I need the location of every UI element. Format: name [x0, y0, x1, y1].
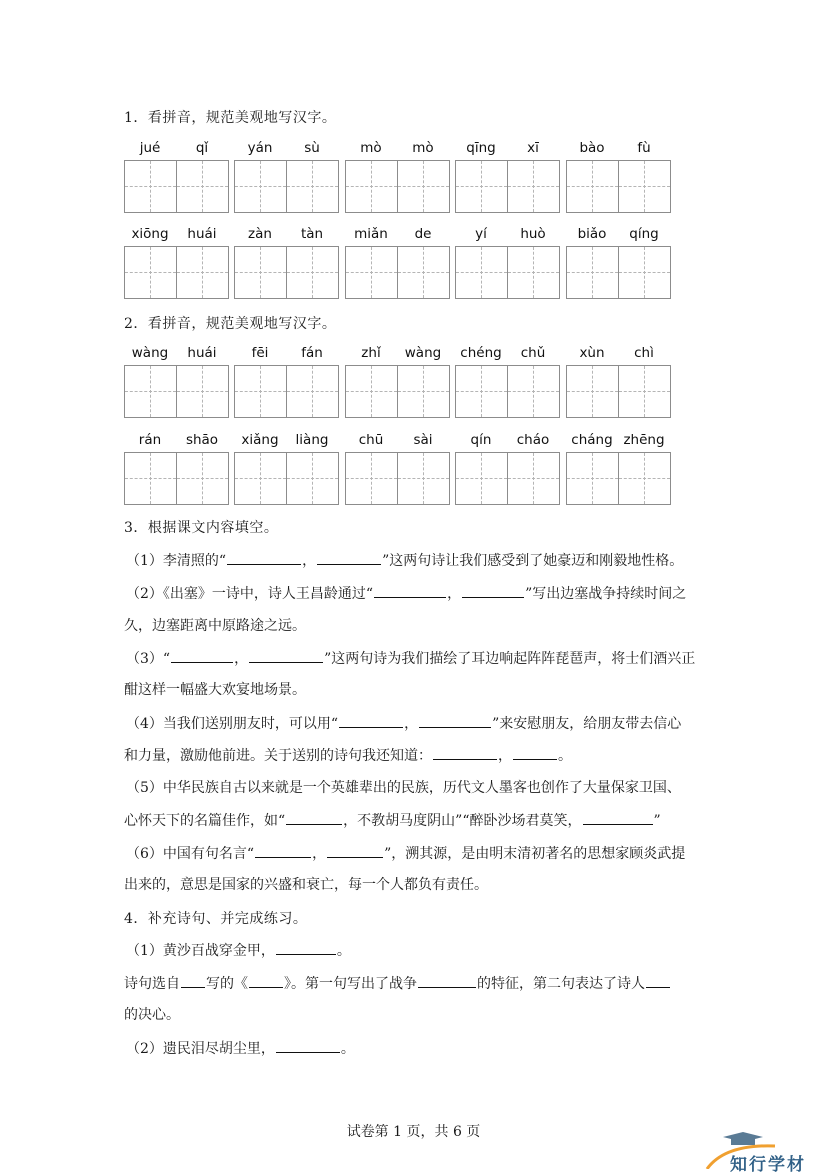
pinyin-label: liàng — [295, 432, 329, 448]
answer-blank[interactable] — [171, 648, 233, 663]
q4-item-1 — [126, 940, 351, 961]
text: 。 — [336, 943, 351, 959]
tianzige-writing-cell[interactable] — [618, 246, 671, 299]
tianzige-writing-cell[interactable] — [507, 246, 560, 299]
pinyin-label: chì — [634, 345, 654, 361]
q3-item-3 — [126, 648, 695, 669]
tianzige-writing-cell[interactable] — [618, 452, 671, 505]
character-box-pair — [124, 452, 228, 504]
watermark-text: 知行学材 — [730, 1155, 806, 1175]
q4-item-1-exercise — [124, 973, 671, 994]
tianzige-writing-cell[interactable] — [286, 452, 339, 505]
tianzige-writing-cell[interactable] — [176, 365, 229, 418]
text: 的特征，第二句表达了诗人 — [477, 976, 645, 992]
tianzige-writing-cell[interactable] — [455, 452, 508, 505]
character-box-pair — [345, 160, 449, 212]
character-box-pair — [455, 246, 559, 298]
tianzige-writing-cell[interactable] — [618, 160, 671, 213]
text: 》。第一句写出了战争 — [284, 976, 417, 992]
pinyin-label: xiōng — [131, 226, 169, 242]
answer-blank[interactable] — [418, 973, 476, 988]
q3-item-2 — [126, 583, 686, 604]
character-box-pair — [345, 452, 449, 504]
tianzige-writing-cell[interactable] — [397, 246, 450, 299]
pinyin-label: qīng — [466, 140, 496, 156]
character-box-pair — [455, 365, 559, 417]
character-box-pair — [124, 160, 228, 212]
tianzige-writing-cell[interactable] — [566, 246, 619, 299]
page-number: 试卷第 1 页，共 6 页 — [346, 1124, 481, 1140]
text: （1）李清照的“ — [126, 553, 227, 569]
text: 写的《 — [206, 976, 248, 992]
character-box-pair — [234, 160, 338, 212]
text: ”，溯其源，是由明末清初著名的思想家顾炎武提 — [384, 846, 686, 862]
tianzige-writing-cell[interactable] — [124, 160, 177, 213]
text: ， — [447, 586, 462, 602]
answer-blank[interactable] — [286, 810, 342, 825]
text: （2）《出塞》一诗中，诗人王昌龄通过“ — [126, 586, 374, 602]
q3-item-3-cont: 酣这样一幅盛大欢宴地场景。 — [124, 682, 306, 698]
pinyin-label: chéng — [460, 345, 502, 361]
answer-blank[interactable] — [513, 745, 557, 760]
answer-blank[interactable] — [433, 745, 497, 760]
pinyin-label: de — [414, 226, 432, 242]
question-2-title: 2．看拼音，规范美观地写汉字。 — [124, 316, 337, 332]
tianzige-writing-cell[interactable] — [455, 246, 508, 299]
pinyin-label: shāo — [185, 432, 219, 448]
question-4-title: 4．补充诗句、并完成练习。 — [124, 911, 308, 927]
pinyin-label: chǔ — [520, 345, 546, 361]
tianzige-writing-cell[interactable] — [397, 160, 450, 213]
pinyin-grid-row — [124, 140, 684, 212]
text: ”这两句诗为我们描绘了耳边响起阵阵琵琶声，将士们酒兴正 — [324, 651, 696, 667]
text: ， — [498, 748, 512, 764]
q3-item-5-cont — [124, 810, 661, 831]
pinyin-label: qín — [470, 432, 492, 448]
answer-blank[interactable] — [583, 810, 653, 825]
answer-blank[interactable] — [249, 648, 323, 663]
q4-item-1-exercise-cont: 的决心。 — [124, 1007, 180, 1023]
pinyin-label: sù — [304, 140, 320, 156]
text: ， — [234, 651, 249, 667]
text: 。 — [558, 748, 572, 764]
text: 心怀天下的名篇佳作，如“ — [124, 813, 286, 829]
text: （2）遗民泪尽胡尘里， — [126, 1041, 275, 1057]
pinyin-label: zàn — [248, 226, 272, 242]
question-3-title: 3．根据课文内容填空。 — [124, 520, 279, 536]
pinyin-label: jué — [139, 140, 161, 156]
text: 和力量，激励他前进。关于送别的诗句我还知道： — [124, 748, 432, 764]
text: ” — [653, 813, 661, 829]
answer-blank[interactable] — [462, 583, 524, 598]
answer-blank[interactable] — [249, 973, 283, 988]
pinyin-label: tàn — [300, 226, 324, 242]
character-box-pair — [455, 452, 559, 504]
answer-blank[interactable] — [276, 1038, 340, 1053]
pinyin-label: fán — [301, 345, 323, 361]
tianzige-writing-cell[interactable] — [234, 452, 287, 505]
pinyin-label: yí — [475, 226, 487, 242]
pinyin-label: fēi — [251, 345, 269, 361]
q3-item-6-cont: 出来的，意思是国家的兴盛和衰亡，每一个人都负有责任。 — [124, 877, 488, 893]
tianzige-writing-cell[interactable] — [176, 246, 229, 299]
pinyin-label: mò — [360, 140, 382, 156]
tianzige-writing-cell[interactable] — [124, 246, 177, 299]
text: ， — [404, 716, 419, 732]
character-box-pair — [566, 452, 670, 504]
tianzige-writing-cell[interactable] — [507, 160, 560, 213]
pinyin-label: huái — [187, 226, 217, 242]
pinyin-label: zhǐ — [361, 345, 381, 361]
pinyin-label: wàng — [404, 345, 442, 361]
character-box-pair — [124, 365, 228, 417]
answer-blank[interactable] — [255, 843, 311, 858]
tianzige-writing-cell[interactable] — [566, 365, 619, 418]
character-box-pair — [345, 365, 449, 417]
character-box-pair — [566, 365, 670, 417]
q3-item-6 — [126, 843, 685, 864]
q3-item-4-cont — [124, 745, 572, 766]
pinyin-grid-row — [124, 226, 684, 298]
pinyin-label: rán — [138, 432, 162, 448]
tianzige-writing-cell[interactable] — [397, 452, 450, 505]
q3-item-4 — [126, 713, 681, 734]
tianzige-writing-cell[interactable] — [176, 160, 229, 213]
text: ”写出边塞战争持续时间之 — [525, 586, 687, 602]
pinyin-label: xiǎng — [241, 432, 279, 448]
text: （6）中国有句名言“ — [126, 846, 255, 862]
text: ， — [302, 553, 317, 569]
pinyin-label: yán — [247, 140, 273, 156]
tianzige-writing-cell[interactable] — [124, 452, 177, 505]
tianzige-writing-cell[interactable] — [566, 160, 619, 213]
pinyin-label: sài — [413, 432, 433, 448]
tianzige-writing-cell[interactable] — [345, 452, 398, 505]
text: ， — [312, 846, 327, 862]
text: 诗句选自 — [124, 976, 180, 992]
tianzige-writing-cell[interactable] — [345, 365, 398, 418]
pinyin-label: fù — [637, 140, 651, 156]
tianzige-writing-cell[interactable] — [618, 365, 671, 418]
pinyin-label: biǎo — [577, 226, 607, 242]
answer-blank[interactable] — [419, 713, 491, 728]
pinyin-label: bào — [579, 140, 605, 156]
character-box-pair — [234, 365, 338, 417]
answer-blank[interactable] — [646, 973, 670, 988]
tianzige-writing-cell[interactable] — [286, 160, 339, 213]
pinyin-label: cháng — [571, 432, 613, 448]
tianzige-writing-cell[interactable] — [397, 365, 450, 418]
pinyin-grid-row — [124, 432, 684, 504]
character-box-pair — [345, 246, 449, 298]
pinyin-label: qíng — [629, 226, 659, 242]
pinyin-label: xī — [527, 140, 539, 156]
q3-item-5: （5）中华民族自古以来就是一个英雄辈出的民族，历代文人墨客也创作了大量保家卫国、 — [126, 780, 681, 796]
pinyin-label: huái — [187, 345, 217, 361]
pinyin-label: chū — [358, 432, 384, 448]
pinyin-label: cháo — [516, 432, 550, 448]
pinyin-label: zhēng — [623, 432, 665, 448]
text: （1）黄沙百战穿金甲， — [126, 943, 275, 959]
pinyin-label: miǎn — [354, 226, 388, 242]
answer-blank[interactable] — [276, 940, 336, 955]
text: （4）当我们送别朋友时，可以用“ — [126, 716, 339, 732]
tianzige-writing-cell[interactable] — [234, 160, 287, 213]
character-box-pair — [234, 452, 338, 504]
q4-item-2 — [126, 1038, 355, 1059]
answer-blank[interactable] — [327, 843, 383, 858]
pinyin-grid-row — [124, 345, 684, 417]
pinyin-label: mò — [412, 140, 434, 156]
tianzige-writing-cell[interactable] — [234, 365, 287, 418]
tianzige-writing-cell[interactable] — [286, 365, 339, 418]
tianzige-writing-cell[interactable] — [234, 246, 287, 299]
answer-blank[interactable] — [317, 550, 381, 565]
text: （3）“ — [126, 651, 171, 667]
tianzige-writing-cell[interactable] — [507, 452, 560, 505]
character-box-pair — [234, 246, 338, 298]
pinyin-label: huò — [520, 226, 546, 242]
answer-blank[interactable] — [181, 973, 205, 988]
tianzige-writing-cell[interactable] — [566, 452, 619, 505]
pinyin-label: qǐ — [195, 140, 209, 156]
text: 。 — [340, 1041, 355, 1057]
text: ”这两句诗让我们感受到了她豪迈和刚毅地性格。 — [382, 553, 684, 569]
tianzige-writing-cell[interactable] — [124, 365, 177, 418]
q3-item-1 — [126, 550, 683, 571]
answer-blank[interactable] — [227, 550, 301, 565]
character-box-pair — [566, 160, 670, 212]
tianzige-writing-cell[interactable] — [455, 160, 508, 213]
character-box-pair — [455, 160, 559, 212]
tianzige-writing-cell[interactable] — [455, 365, 508, 418]
pinyin-label: xùn — [579, 345, 605, 361]
character-box-pair — [124, 246, 228, 298]
q3-item-2-cont: 久，边塞距离中原路途之远。 — [124, 618, 306, 634]
text: ”来安慰朋友，给朋友带去信心 — [492, 716, 682, 732]
character-box-pair — [566, 246, 670, 298]
answer-blank[interactable] — [339, 713, 403, 728]
tianzige-writing-cell[interactable] — [507, 365, 560, 418]
pinyin-label: wàng — [131, 345, 169, 361]
tianzige-writing-cell[interactable] — [345, 160, 398, 213]
tianzige-writing-cell[interactable] — [345, 246, 398, 299]
tianzige-writing-cell[interactable] — [176, 452, 229, 505]
question-1-title: 1．看拼音，规范美观地写汉字。 — [124, 110, 337, 126]
answer-blank[interactable] — [374, 583, 446, 598]
tianzige-writing-cell[interactable] — [286, 246, 339, 299]
text: ，不教胡马度阴山”“醉卧沙场君莫笑， — [343, 813, 582, 829]
watermark-logo — [705, 1130, 827, 1175]
